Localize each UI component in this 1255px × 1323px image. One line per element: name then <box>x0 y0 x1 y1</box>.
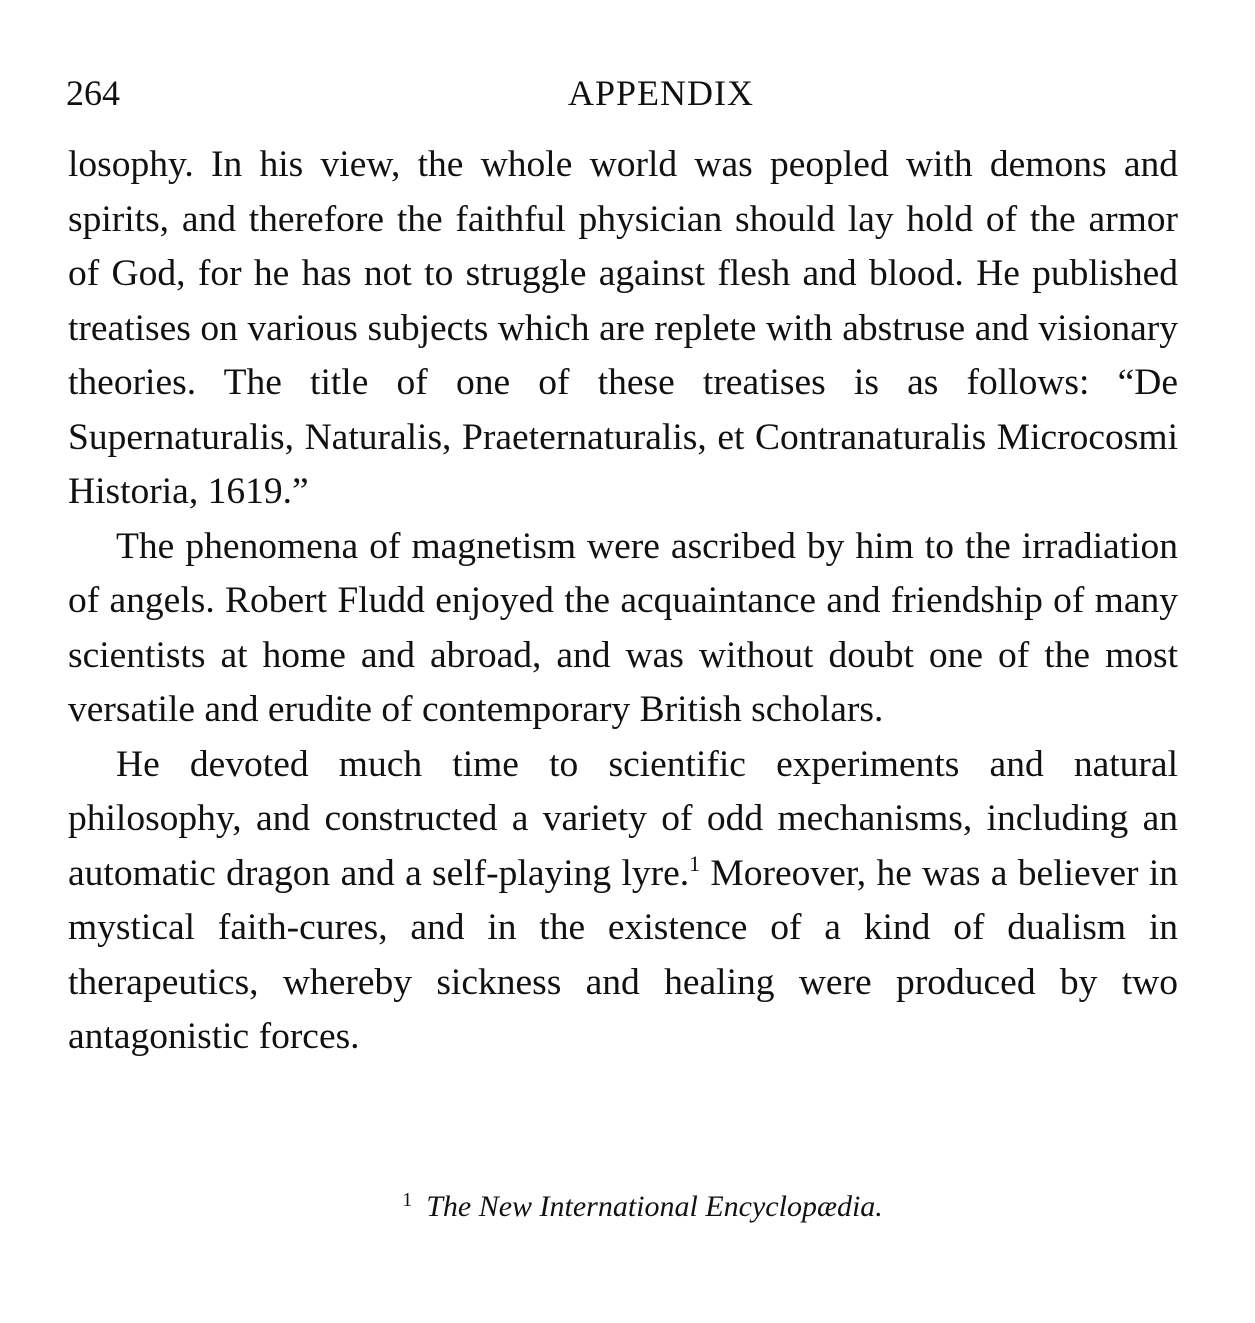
running-head: APPENDIX <box>567 73 754 113</box>
footnote-mark: 1 <box>402 1189 413 1211</box>
footnote-text: The New International Encyclopædia. <box>426 1190 883 1223</box>
body-text <box>68 138 1178 1065</box>
paragraph-2: The phenomena of magnetism were ascribed by him to the irradiation of angels. Robert Fludd enjoyed the acquaintance and friendship of many scientists at home and abroad, and was without doubt one of the most versatile and erudite of contemporary British scholars. <box>68 525 1178 730</box>
paragraph-3-text-b: Moreover, he was a believer in mystical faith-cures, and in the existence of a kind of dualism in therapeutics, whereby sickness and healing were produced by two antagonistic forces. <box>68 852 1178 1057</box>
paragraph-3-text-a: He devoted much time to scientific experiments and natural philosophy, and constructed a variety of odd mechanisms, including an automatic dragon and a self-playing lyre. <box>68 743 1178 894</box>
paragraph-3 <box>68 738 1178 1065</box>
footnote <box>0 1180 1255 1227</box>
page-number: 264 <box>66 73 120 113</box>
footnote-reference: 1 <box>689 850 701 876</box>
page-header <box>66 70 1176 120</box>
paragraph-1: losophy. In his view, the whole world was peopled with demons and spirits, and therefore the faithful physician should lay hold of the armor of God, for he has not to struggle against flesh and blood. He published treatises on various subjects which are replete with abstruse and visionary theories. The title of one of these treatises is as follows: “De Supernaturalis, Naturalis, Praeternaturalis, et Contranaturalis Microcosmi Historia, 1619.” <box>68 144 1178 512</box>
